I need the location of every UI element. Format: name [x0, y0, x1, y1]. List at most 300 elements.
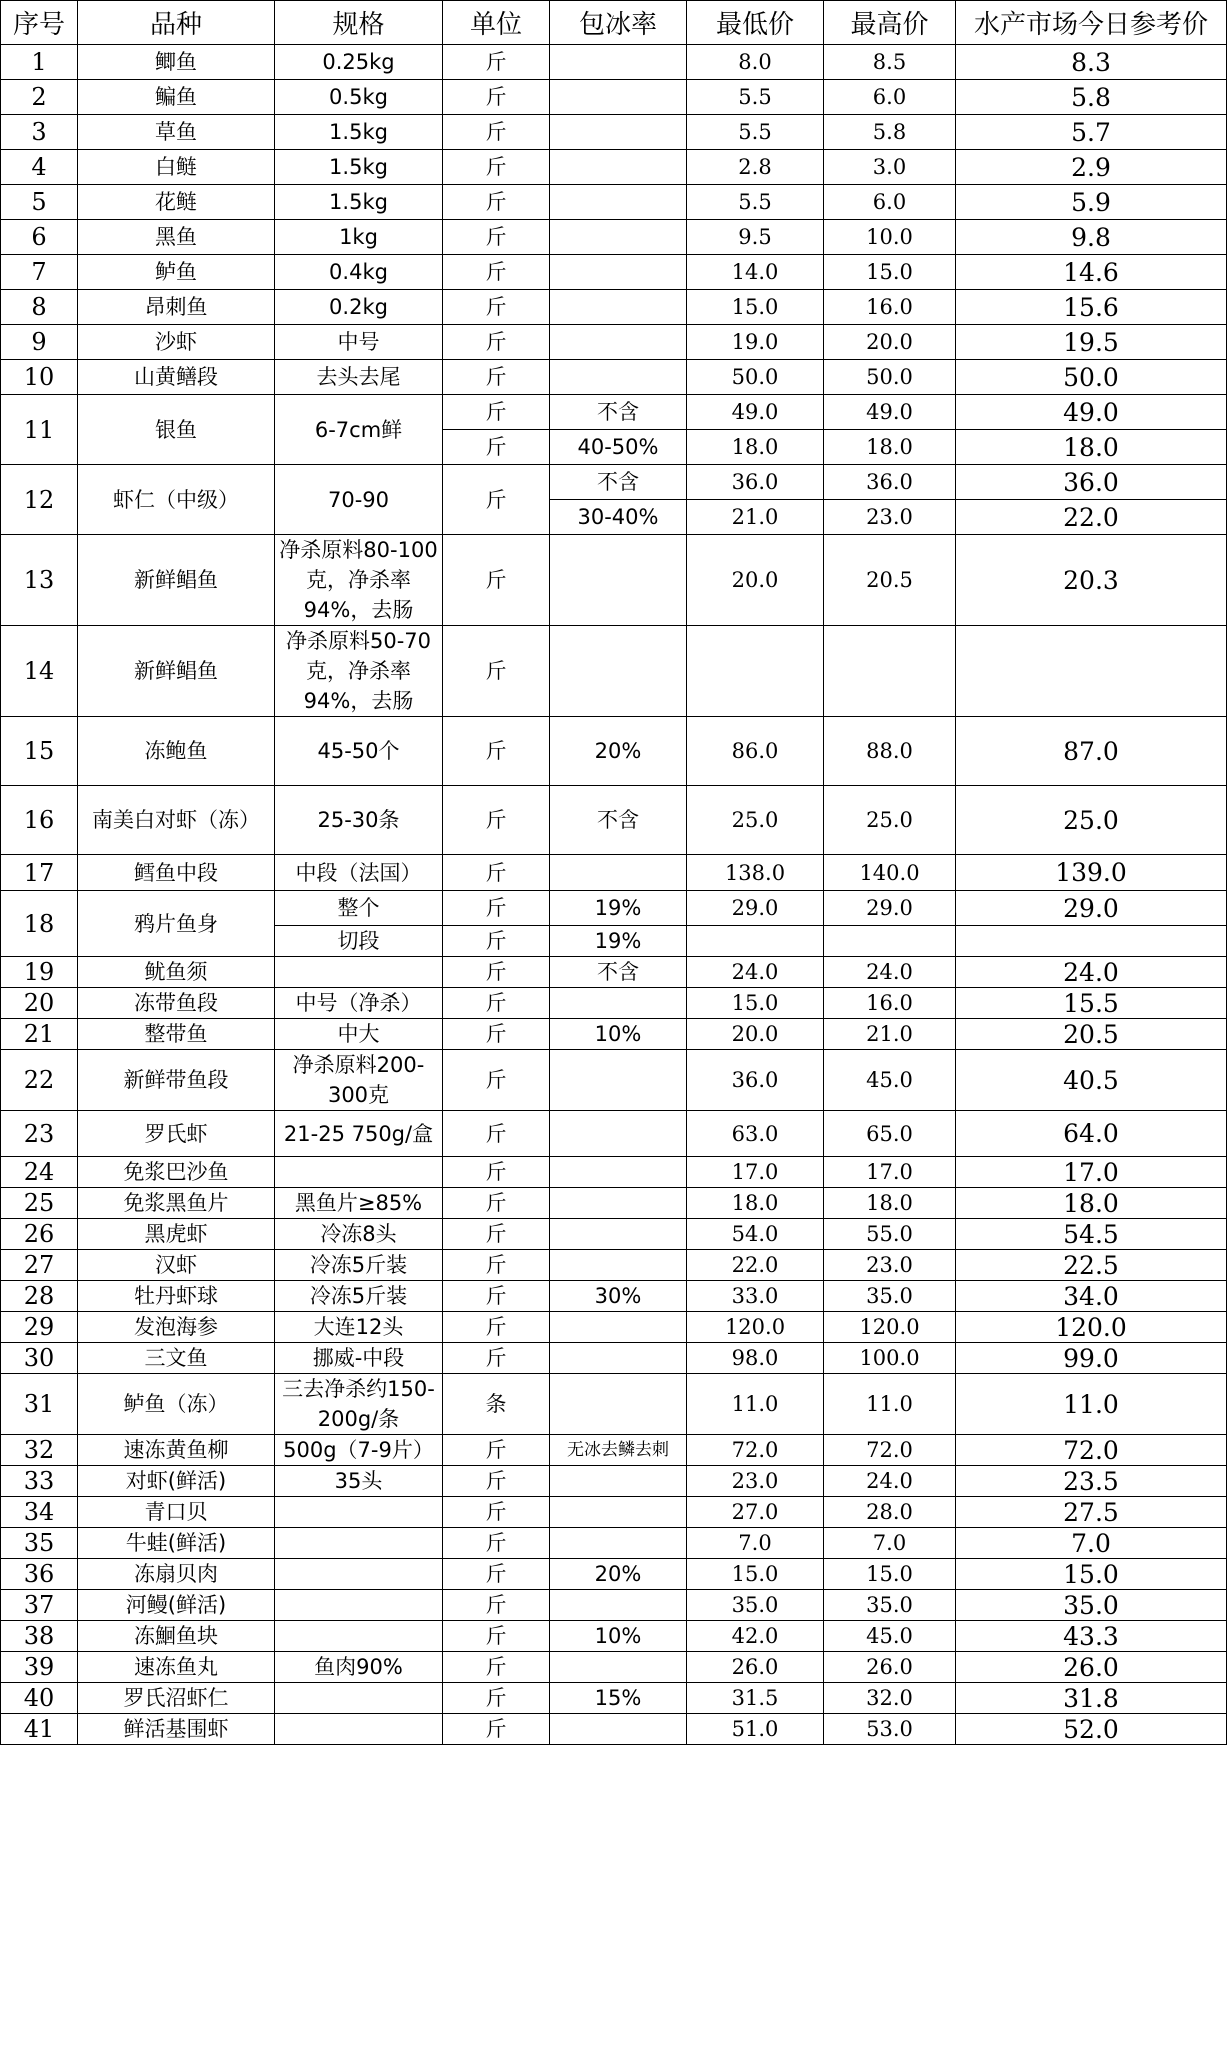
cell-ref: 14.6 [956, 255, 1227, 290]
cell-spec: 70-90 [275, 465, 443, 535]
cell-high: 72.0 [824, 1435, 956, 1466]
cell-seq: 20 [1, 988, 78, 1019]
cell-unit: 斤 [443, 1466, 550, 1497]
cell-seq: 9 [1, 325, 78, 360]
cell-high: 88.0 [824, 717, 956, 786]
cell-low: 18.0 [687, 1188, 824, 1219]
cell-unit: 斤 [443, 150, 550, 185]
cell-high: 55.0 [824, 1219, 956, 1250]
cell-ice: 不含 [550, 395, 687, 430]
cell-ref: 29.0 [956, 891, 1227, 926]
cell-low: 29.0 [687, 891, 824, 926]
cell-spec: 0.2kg [275, 290, 443, 325]
table-row [1, 626, 1227, 717]
cell-unit: 斤 [443, 786, 550, 855]
cell-low: 51.0 [687, 1714, 824, 1745]
table-row [1, 957, 1227, 988]
cell-name: 对虾(鲜活) [78, 1466, 275, 1497]
cell-seq: 33 [1, 1466, 78, 1497]
cell-name: 花鲢 [78, 185, 275, 220]
cell-ref: 26.0 [956, 1652, 1227, 1683]
cell-high: 24.0 [824, 1466, 956, 1497]
cell-name: 鱿鱼须 [78, 957, 275, 988]
cell-unit: 斤 [443, 395, 550, 430]
cell-high: 50.0 [824, 360, 956, 395]
cell-name: 黑鱼 [78, 220, 275, 255]
cell-unit: 斤 [443, 255, 550, 290]
cell-spec: 45-50个 [275, 717, 443, 786]
cell-seq: 19 [1, 957, 78, 988]
cell-ice [550, 1590, 687, 1621]
table-row [1, 220, 1227, 255]
cell-spec: 0.25kg [275, 45, 443, 80]
cell-name: 冻鮰鱼块 [78, 1621, 275, 1652]
cell-low: 15.0 [687, 290, 824, 325]
cell-unit: 斤 [443, 1219, 550, 1250]
cell-low: 17.0 [687, 1157, 824, 1188]
cell-high: 6.0 [824, 80, 956, 115]
cell-seq: 15 [1, 717, 78, 786]
cell-unit: 斤 [443, 360, 550, 395]
cell-high: 3.0 [824, 150, 956, 185]
cell-high: 18.0 [824, 1188, 956, 1219]
cell-high: 16.0 [824, 988, 956, 1019]
cell-seq: 14 [1, 626, 78, 717]
cell-name: 南美白对虾（冻） [78, 786, 275, 855]
cell-unit: 斤 [443, 465, 550, 535]
cell-seq: 1 [1, 45, 78, 80]
table-row [1, 1250, 1227, 1281]
cell-ref: 9.8 [956, 220, 1227, 255]
cell-spec: 整个 [275, 891, 443, 926]
cell-spec [275, 1559, 443, 1590]
cell-ice: 不含 [550, 957, 687, 988]
cell-low: 19.0 [687, 325, 824, 360]
cell-unit: 斤 [443, 430, 550, 465]
cell-high: 17.0 [824, 1157, 956, 1188]
cell-ice [550, 325, 687, 360]
cell-low: 42.0 [687, 1621, 824, 1652]
cell-low: 72.0 [687, 1435, 824, 1466]
table-row [1, 1435, 1227, 1466]
cell-low: 86.0 [687, 717, 824, 786]
cell-seq: 13 [1, 535, 78, 626]
cell-name: 鲜活基围虾 [78, 1714, 275, 1745]
cell-unit: 斤 [443, 1590, 550, 1621]
table-row [1, 255, 1227, 290]
cell-unit: 斤 [443, 185, 550, 220]
table-row [1, 1019, 1227, 1050]
header-name: 品种 [78, 1, 275, 45]
cell-ref: 22.0 [956, 500, 1227, 535]
table-row [1, 1281, 1227, 1312]
cell-low: 15.0 [687, 1559, 824, 1590]
cell-ice [550, 535, 687, 626]
cell-unit: 斤 [443, 535, 550, 626]
cell-name: 山黄鳝段 [78, 360, 275, 395]
cell-low: 9.5 [687, 220, 824, 255]
cell-seq: 27 [1, 1250, 78, 1281]
cell-ice [550, 988, 687, 1019]
table-row [1, 465, 1227, 500]
cell-seq: 37 [1, 1590, 78, 1621]
cell-seq: 34 [1, 1497, 78, 1528]
cell-low: 21.0 [687, 500, 824, 535]
cell-ice [550, 45, 687, 80]
cell-unit: 斤 [443, 80, 550, 115]
cell-seq: 39 [1, 1652, 78, 1683]
cell-high: 32.0 [824, 1683, 956, 1714]
cell-high: 8.5 [824, 45, 956, 80]
cell-ref: 52.0 [956, 1714, 1227, 1745]
cell-high: 29.0 [824, 891, 956, 926]
cell-spec [275, 957, 443, 988]
cell-high: 23.0 [824, 1250, 956, 1281]
table-row [1, 1559, 1227, 1590]
cell-name: 鲫鱼 [78, 45, 275, 80]
cell-seq: 38 [1, 1621, 78, 1652]
cell-ref: 36.0 [956, 465, 1227, 500]
table-row [1, 786, 1227, 855]
cell-unit: 斤 [443, 1157, 550, 1188]
cell-ref: 2.9 [956, 150, 1227, 185]
cell-spec: 中大 [275, 1019, 443, 1050]
cell-high: 25.0 [824, 786, 956, 855]
cell-unit: 斤 [443, 45, 550, 80]
cell-ref: 54.5 [956, 1219, 1227, 1250]
cell-name: 鳕鱼中段 [78, 855, 275, 891]
cell-spec [275, 1590, 443, 1621]
cell-high: 53.0 [824, 1714, 956, 1745]
cell-ref: 5.9 [956, 185, 1227, 220]
cell-low: 11.0 [687, 1374, 824, 1435]
table-row [1, 185, 1227, 220]
cell-name: 草鱼 [78, 115, 275, 150]
cell-spec: 三去净杀约150-200g/条 [275, 1374, 443, 1435]
table-row [1, 891, 1227, 926]
table-row [1, 325, 1227, 360]
cell-spec [275, 1497, 443, 1528]
cell-name: 白鲢 [78, 150, 275, 185]
cell-seq: 18 [1, 891, 78, 957]
cell-name: 鲈鱼 [78, 255, 275, 290]
cell-ref: 50.0 [956, 360, 1227, 395]
cell-name: 罗氏虾 [78, 1111, 275, 1157]
cell-unit: 斤 [443, 891, 550, 926]
cell-unit: 斤 [443, 1281, 550, 1312]
cell-name: 冻带鱼段 [78, 988, 275, 1019]
cell-ref: 8.3 [956, 45, 1227, 80]
cell-name: 罗氏沼虾仁 [78, 1683, 275, 1714]
cell-low: 63.0 [687, 1111, 824, 1157]
cell-low: 5.5 [687, 185, 824, 220]
cell-spec: 挪威-中段 [275, 1343, 443, 1374]
table-row [1, 1621, 1227, 1652]
cell-ref: 49.0 [956, 395, 1227, 430]
cell-ice: 40-50% [550, 430, 687, 465]
cell-low: 49.0 [687, 395, 824, 430]
cell-ice [550, 626, 687, 717]
cell-ref: 22.5 [956, 1250, 1227, 1281]
header-ice: 包冰率 [550, 1, 687, 45]
cell-unit: 斤 [443, 1050, 550, 1111]
cell-name: 三文鱼 [78, 1343, 275, 1374]
cell-ice [550, 1343, 687, 1374]
cell-ice: 19% [550, 891, 687, 926]
cell-high: 35.0 [824, 1590, 956, 1621]
cell-spec: 35头 [275, 1466, 443, 1497]
cell-ice: 10% [550, 1019, 687, 1050]
cell-ice: 15% [550, 1683, 687, 1714]
cell-low: 27.0 [687, 1497, 824, 1528]
cell-ice [550, 855, 687, 891]
cell-high: 26.0 [824, 1652, 956, 1683]
cell-ice [550, 1714, 687, 1745]
cell-low: 138.0 [687, 855, 824, 891]
cell-ice [550, 1497, 687, 1528]
cell-unit: 斤 [443, 1188, 550, 1219]
cell-high: 23.0 [824, 500, 956, 535]
table-row [1, 1374, 1227, 1435]
cell-spec [275, 1683, 443, 1714]
cell-ice: 不含 [550, 465, 687, 500]
cell-name: 河鳗(鲜活) [78, 1590, 275, 1621]
cell-spec: 0.4kg [275, 255, 443, 290]
cell-seq: 29 [1, 1312, 78, 1343]
cell-unit: 斤 [443, 1652, 550, 1683]
cell-name: 免浆黑鱼片 [78, 1188, 275, 1219]
cell-low: 5.5 [687, 80, 824, 115]
cell-spec: 1.5kg [275, 115, 443, 150]
cell-ref: 20.3 [956, 535, 1227, 626]
cell-high: 120.0 [824, 1312, 956, 1343]
cell-low: 31.5 [687, 1683, 824, 1714]
cell-high: 65.0 [824, 1111, 956, 1157]
cell-name: 速冻黄鱼柳 [78, 1435, 275, 1466]
cell-ref [956, 626, 1227, 717]
cell-unit: 条 [443, 1374, 550, 1435]
table-row [1, 1157, 1227, 1188]
cell-ice [550, 255, 687, 290]
table-row [1, 1683, 1227, 1714]
table-body [1, 45, 1227, 1745]
cell-unit: 斤 [443, 855, 550, 891]
cell-unit: 斤 [443, 115, 550, 150]
table-row [1, 1188, 1227, 1219]
cell-spec: 1kg [275, 220, 443, 255]
cell-ref: 43.3 [956, 1621, 1227, 1652]
cell-ice [550, 150, 687, 185]
cell-ice [550, 1219, 687, 1250]
cell-ice [550, 1652, 687, 1683]
cell-unit: 斤 [443, 988, 550, 1019]
cell-spec: 中号（净杀） [275, 988, 443, 1019]
cell-unit: 斤 [443, 1111, 550, 1157]
cell-spec [275, 1528, 443, 1559]
cell-ref: 19.5 [956, 325, 1227, 360]
cell-low: 98.0 [687, 1343, 824, 1374]
cell-unit: 斤 [443, 626, 550, 717]
cell-low: 50.0 [687, 360, 824, 395]
cell-ref: 20.5 [956, 1019, 1227, 1050]
cell-low: 35.0 [687, 1590, 824, 1621]
cell-high: 20.5 [824, 535, 956, 626]
cell-low [687, 626, 824, 717]
table-row [1, 115, 1227, 150]
cell-unit: 斤 [443, 325, 550, 360]
cell-seq: 4 [1, 150, 78, 185]
cell-unit: 斤 [443, 1250, 550, 1281]
cell-low: 23.0 [687, 1466, 824, 1497]
cell-high: 45.0 [824, 1050, 956, 1111]
cell-spec: 21-25 750g/盒 [275, 1111, 443, 1157]
cell-high: 20.0 [824, 325, 956, 360]
cell-ref: 27.5 [956, 1497, 1227, 1528]
cell-name: 鸦片鱼身 [78, 891, 275, 957]
cell-ice [550, 1528, 687, 1559]
cell-low: 120.0 [687, 1312, 824, 1343]
cell-ref: 18.0 [956, 430, 1227, 465]
cell-unit: 斤 [443, 957, 550, 988]
header-unit: 单位 [443, 1, 550, 45]
cell-high: 7.0 [824, 1528, 956, 1559]
cell-seq: 30 [1, 1343, 78, 1374]
cell-low: 36.0 [687, 1050, 824, 1111]
table-row [1, 855, 1227, 891]
cell-high: 10.0 [824, 220, 956, 255]
cell-ice [550, 1157, 687, 1188]
cell-high [824, 626, 956, 717]
cell-spec: 净杀原料80-100克，净杀率94%，去肠 [275, 535, 443, 626]
cell-low: 8.0 [687, 45, 824, 80]
table-row [1, 1497, 1227, 1528]
cell-high: 16.0 [824, 290, 956, 325]
cell-spec [275, 1157, 443, 1188]
cell-spec: 1.5kg [275, 185, 443, 220]
cell-name: 黑虎虾 [78, 1219, 275, 1250]
cell-ice [550, 290, 687, 325]
cell-ref: 15.5 [956, 988, 1227, 1019]
cell-seq: 8 [1, 290, 78, 325]
cell-spec: 净杀原料50-70克，净杀率94%，去肠 [275, 626, 443, 717]
cell-high: 24.0 [824, 957, 956, 988]
cell-name: 冻鲍鱼 [78, 717, 275, 786]
cell-seq: 17 [1, 855, 78, 891]
cell-name: 沙虾 [78, 325, 275, 360]
cell-ice [550, 1312, 687, 1343]
table-row [1, 1466, 1227, 1497]
cell-seq: 5 [1, 185, 78, 220]
header-ref: 水产市场今日参考价 [956, 1, 1227, 45]
cell-unit: 斤 [443, 1019, 550, 1050]
cell-high: 15.0 [824, 255, 956, 290]
cell-name: 昂刺鱼 [78, 290, 275, 325]
cell-seq: 31 [1, 1374, 78, 1435]
cell-unit: 斤 [443, 1621, 550, 1652]
cell-unit: 斤 [443, 717, 550, 786]
cell-seq: 10 [1, 360, 78, 395]
cell-spec: 净杀原料200-300克 [275, 1050, 443, 1111]
cell-high: 35.0 [824, 1281, 956, 1312]
cell-ice [550, 1466, 687, 1497]
cell-ice [550, 80, 687, 115]
table-row [1, 1050, 1227, 1111]
cell-name: 牛蛙(鲜活) [78, 1528, 275, 1559]
cell-seq: 3 [1, 115, 78, 150]
cell-unit: 斤 [443, 220, 550, 255]
cell-spec: 中号 [275, 325, 443, 360]
cell-name: 青口贝 [78, 1497, 275, 1528]
cell-ref: 24.0 [956, 957, 1227, 988]
cell-high: 11.0 [824, 1374, 956, 1435]
cell-low: 26.0 [687, 1652, 824, 1683]
cell-ice [550, 1250, 687, 1281]
cell-seq: 41 [1, 1714, 78, 1745]
cell-ice: 不含 [550, 786, 687, 855]
cell-unit: 斤 [443, 290, 550, 325]
table-row [1, 360, 1227, 395]
cell-seq: 28 [1, 1281, 78, 1312]
cell-low: 24.0 [687, 957, 824, 988]
cell-seq: 36 [1, 1559, 78, 1590]
cell-spec: 大连12头 [275, 1312, 443, 1343]
cell-low: 33.0 [687, 1281, 824, 1312]
cell-ice: 20% [550, 717, 687, 786]
cell-high: 28.0 [824, 1497, 956, 1528]
cell-ice [550, 1111, 687, 1157]
table-row [1, 1111, 1227, 1157]
table-row [1, 1652, 1227, 1683]
cell-ice [550, 1374, 687, 1435]
cell-low [687, 926, 824, 957]
cell-high: 140.0 [824, 855, 956, 891]
table-row [1, 150, 1227, 185]
table-row [1, 717, 1227, 786]
cell-low: 20.0 [687, 1019, 824, 1050]
cell-ref: 18.0 [956, 1188, 1227, 1219]
cell-low: 2.8 [687, 150, 824, 185]
cell-spec: 500g（7-9片） [275, 1435, 443, 1466]
cell-ref: 120.0 [956, 1312, 1227, 1343]
cell-ref: 99.0 [956, 1343, 1227, 1374]
cell-ref: 35.0 [956, 1590, 1227, 1621]
table-row [1, 1590, 1227, 1621]
cell-ref: 72.0 [956, 1435, 1227, 1466]
cell-unit: 斤 [443, 1683, 550, 1714]
table-row [1, 1343, 1227, 1374]
table-row [1, 1312, 1227, 1343]
cell-name: 汉虾 [78, 1250, 275, 1281]
cell-ice [550, 1188, 687, 1219]
table-row [1, 395, 1227, 430]
cell-low: 14.0 [687, 255, 824, 290]
cell-low: 20.0 [687, 535, 824, 626]
cell-name: 新鲜鲳鱼 [78, 626, 275, 717]
cell-high: 15.0 [824, 1559, 956, 1590]
cell-ice [550, 220, 687, 255]
cell-ice [550, 1050, 687, 1111]
cell-ref: 23.5 [956, 1466, 1227, 1497]
cell-ref: 40.5 [956, 1050, 1227, 1111]
cell-low: 5.5 [687, 115, 824, 150]
table-row [1, 535, 1227, 626]
cell-high: 45.0 [824, 1621, 956, 1652]
cell-seq: 22 [1, 1050, 78, 1111]
cell-name: 牡丹虾球 [78, 1281, 275, 1312]
cell-high: 5.8 [824, 115, 956, 150]
cell-seq: 26 [1, 1219, 78, 1250]
cell-seq: 2 [1, 80, 78, 115]
